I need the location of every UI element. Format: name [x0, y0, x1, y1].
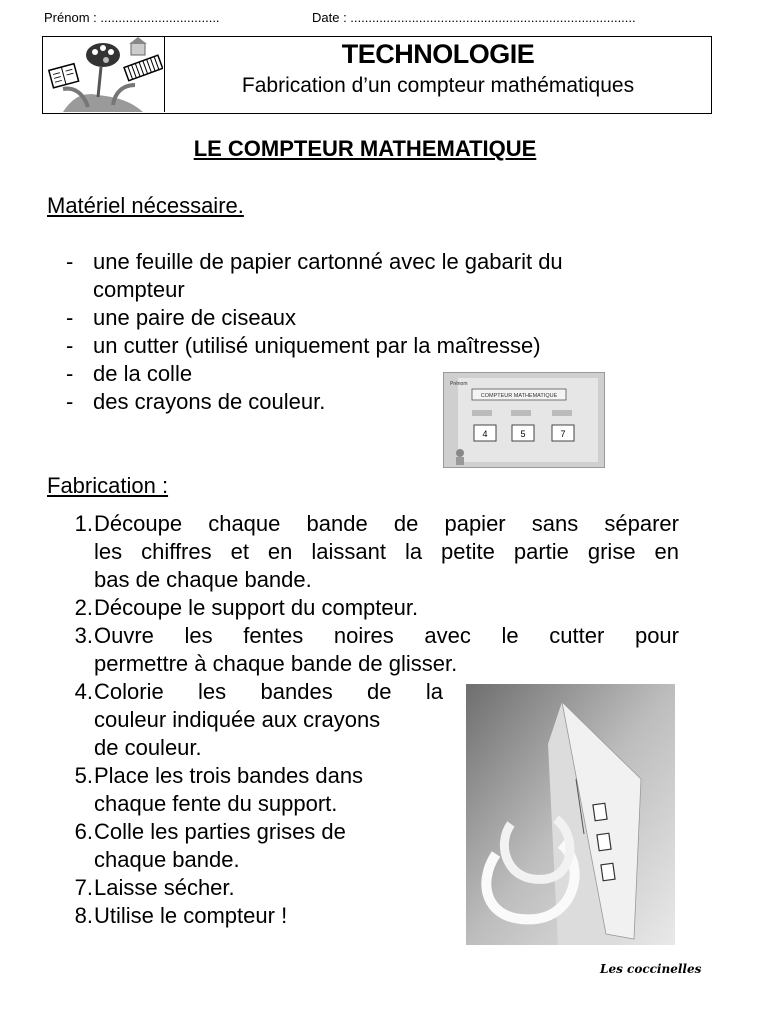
counter-digit: 5 — [520, 429, 526, 439]
page-subtitle: Fabrication d’un compteur mathématiques — [241, 74, 635, 97]
header-box — [42, 36, 712, 114]
step-line: Laisse sécher. — [94, 875, 235, 900]
list-item — [67, 622, 679, 678]
counter-digit: 7 — [560, 429, 566, 439]
list-item: - de la colle — [66, 360, 666, 388]
counter-photo — [443, 372, 605, 468]
page-heading: TECHNOLOGIE — [341, 39, 535, 69]
list-item — [67, 678, 447, 762]
counter-stand-photo — [466, 684, 675, 945]
step-number: 4. — [74, 679, 93, 704]
step-line: Colle les parties grises de — [94, 819, 346, 844]
step-number: 6. — [74, 819, 93, 844]
list-item — [67, 818, 447, 874]
list-item — [67, 594, 679, 622]
step-line: couleur indiquée aux crayons — [94, 707, 381, 732]
step-line: permettre à chaque bande de glisser. — [94, 651, 458, 676]
svg-text:Prénom: Prénom — [450, 381, 468, 387]
materiel-heading: Matériel nécessaire. — [47, 193, 244, 218]
counter-photo-title: COMPTEUR MATHEMATIQUE — [480, 393, 558, 399]
list-item — [67, 902, 447, 930]
step-line: Place les trois bandes dans — [94, 763, 364, 788]
fabrication-heading: Fabrication : — [47, 473, 169, 498]
technology-logo-icon — [43, 37, 165, 112]
date-field: Date : ............................................................................... — [312, 10, 636, 25]
list-item: - une paire de ciseaux — [66, 304, 666, 332]
step-line: Ouvre les fentes noires avec le cutter pour — [94, 623, 679, 648]
list-item-continuation: compteur — [93, 277, 185, 302]
list-item: - une feuille de papier cartonné avec le gabarit du — [66, 248, 666, 276]
step-number: 5. — [74, 763, 93, 788]
step-number: 7. — [74, 875, 93, 900]
step-line: Utilise le compteur ! — [94, 903, 288, 928]
list-item — [67, 510, 679, 594]
step-line: chaque fente du support. — [94, 791, 338, 816]
list-item: - un cutter (utilisé uniquement par la maîtresse) — [66, 332, 666, 360]
list-item — [67, 762, 447, 818]
author-signature: Les coccinelles — [600, 962, 702, 976]
step-line: Découpe le support du compteur. — [94, 595, 419, 620]
step-number: 2. — [74, 595, 93, 620]
step-line: chaque bande. — [94, 847, 240, 872]
step-line: bas de chaque bande. — [94, 567, 312, 592]
document-title: LE COMPTEUR MATHEMATIQUE — [193, 136, 537, 161]
step-number: 8. — [74, 903, 93, 928]
step-number: 1. — [74, 511, 93, 536]
step-line: Colorie les bandes de la — [94, 679, 443, 704]
prenom-field: Prénom : ................................. — [44, 10, 220, 25]
step-line: Découpe chaque bande de papier sans séparer — [94, 511, 679, 536]
step-line: les chiffres et en laissant la petite partie grise en — [94, 539, 679, 564]
step-number: 3. — [74, 623, 93, 648]
counter-digit: 4 — [482, 429, 488, 439]
list-item: - des crayons de couleur. — [66, 388, 666, 416]
step-line: de couleur. — [94, 735, 202, 760]
list-item — [67, 874, 447, 902]
